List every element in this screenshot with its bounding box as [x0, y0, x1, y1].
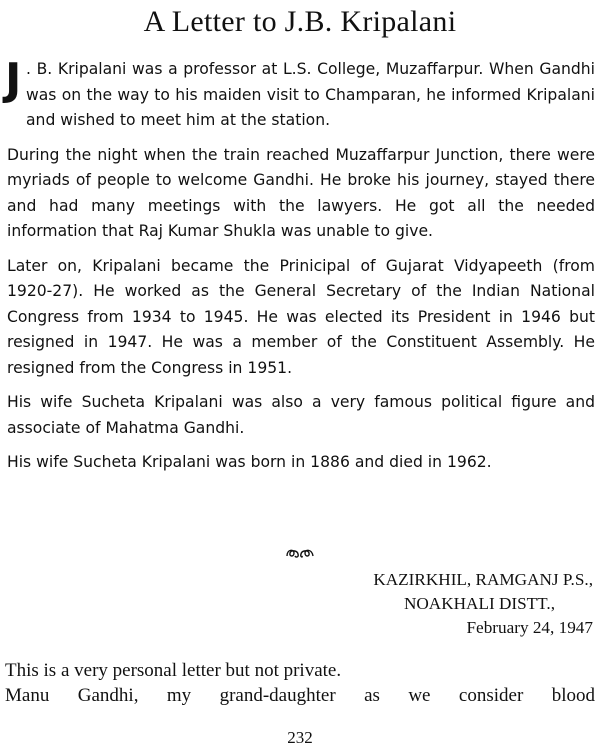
intro-text	[5, 54, 595, 485]
ornament-glyph-icon	[285, 546, 315, 560]
intro-paragraph-4: His wife Sucheta Kripalani was also a very famous political figure and associate of Mahatma Gandhi.	[7, 393, 595, 437]
intro-paragraph-3: Later on, Kripalani became the Prinicipal of Gujarat Vidyapeeth (from 1920-27). He worked as the General Secretary of the Indian National Congress from 1934 to 1945. He was elected its President in 1946 but resigned in 1947. He was a member of the Constituent Assembly. He resigned from the Congress in 1951.	[7, 256, 595, 377]
intro-paragraph-1-text: . B. Kripalani was a professor at L.S. College, Muzaffarpur. When Gandhi was on the way to his maiden visit to Champaran, he informed Kripalani and wished to meet him at the station.	[26, 60, 595, 129]
letter-line-1: This is a very personal letter but not private.	[5, 660, 342, 681]
intro-paragraph-2: During the night when the train reached Muzaffarpur Junction, there were myriads of people to welcome Gandhi. He broke his journey, stayed there and had many meetings with the lawyers. He got all the needed information that Raj Kumar Shukla was unable to give.	[7, 145, 595, 240]
address-line-1: KAZIRKHIL, RAMGANJ P.S.,	[373, 570, 593, 589]
letter-line-2: Manu Gandhi, my grand-daughter as we consider blood	[5, 685, 595, 706]
page-number: 232	[287, 728, 313, 747]
drop-cap: J	[5, 54, 22, 105]
letter-body	[5, 658, 595, 708]
intro-paragraph-1	[5, 54, 595, 134]
section-ornament-icon	[0, 546, 600, 565]
page-title: A Letter to J.B. Kripalani	[143, 5, 457, 38]
address-line-2: NOAKHALI DISTT.,	[403, 594, 555, 613]
letter-date: February 24, 1947	[466, 618, 593, 637]
letter-address-block	[373, 568, 593, 640]
intro-paragraph-5: His wife Sucheta Kripalani was born in 1886 and died in 1962.	[7, 453, 492, 471]
